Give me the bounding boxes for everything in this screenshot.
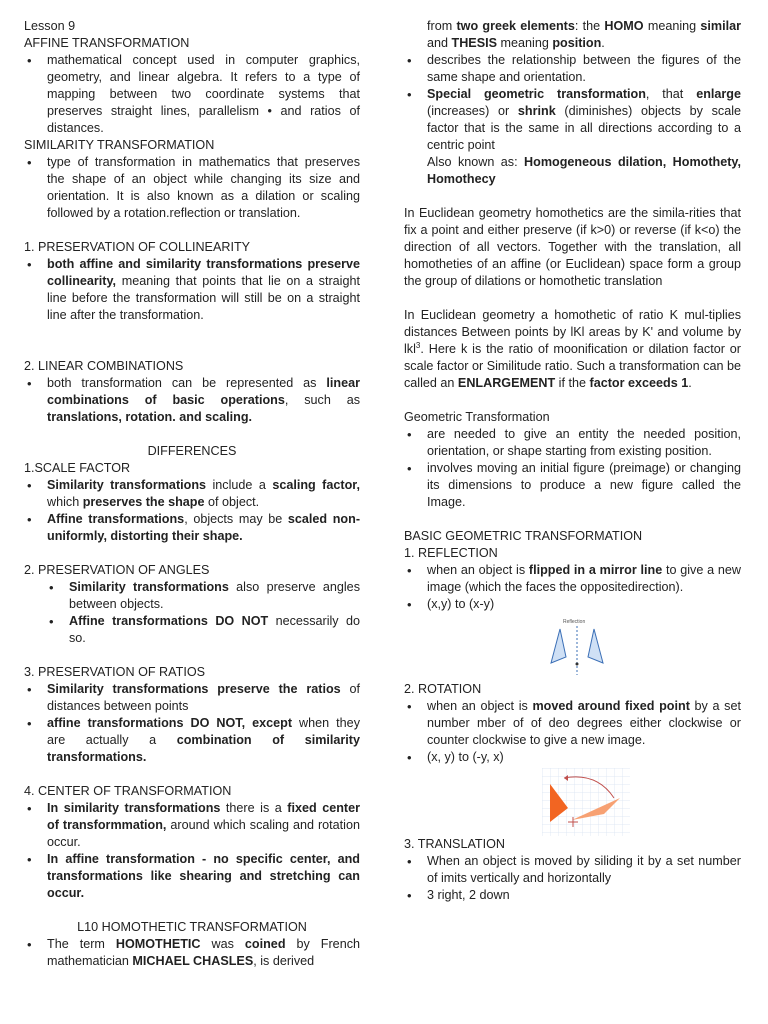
center-list (24, 800, 360, 902)
ang2-text: necessarily do so. (69, 614, 360, 645)
linear-combinations-heading: 2. LINEAR COMBINATIONS (24, 359, 184, 373)
rotation-figure (404, 766, 741, 836)
translation-heading: 3. TRANSLATION (404, 837, 506, 851)
scale-factor-list (24, 477, 360, 545)
similarity-definition: • type of transformation in mathematics that preserves the shape of an object while changing its size and orientation. It is also known as a dilation or scaling followed by a rotation.reflection or translation. (24, 154, 360, 222)
ctr1-bold-1: In similarity transformations (47, 801, 221, 815)
collinearity-list (24, 256, 360, 324)
angles-item-2 (46, 613, 360, 647)
geometric-item-1: • are needed to give an entity the needed position, orientation, or shape starting from existing position. (404, 426, 741, 460)
aka-text: Also known as: (427, 155, 525, 169)
h2-bold-3: shrink (517, 104, 556, 118)
affine-definition: • mathematical concept used in computer graphics, geometry, and linear algebra. It refers to a type of mapping between two coordinate systems that preserves straight lines, parallelism • and ratios of distances. (24, 52, 360, 137)
h2-bold-1: Special geometric transformation (427, 87, 646, 101)
lesson-label: Lesson 9 (24, 19, 76, 33)
homothetic-continuation (404, 18, 741, 52)
ratios-list (24, 681, 360, 766)
rotation-list (404, 698, 741, 766)
geometric-item-2: • involves moving an initial figure (preimage) or changing its dimensions to produce a new figure called the Image. (404, 460, 741, 511)
preimage-triangle (551, 629, 566, 663)
reflection-caption: Reflection (563, 619, 586, 625)
angles-heading: 2. PRESERVATION OF ANGLES (24, 563, 210, 577)
center-heading: 4. CENTER OF TRANSFORMATION (24, 784, 232, 798)
l10-bold-1: HOMOTHETIC (115, 937, 201, 951)
rat1-text: of distances between points (47, 682, 360, 713)
cont-bold-2: HOMO (604, 19, 644, 33)
cont-text-6: . (601, 36, 605, 50)
cont-text-4: and (427, 36, 452, 50)
ctr1-text-2: around which scaling and rotation occur. (47, 818, 360, 849)
geometric-list (404, 426, 741, 511)
lc-text-1: both transformation can be represented as (47, 376, 327, 390)
p2-text-c: if the (555, 376, 590, 390)
ref-bold: flipped in a mirror line (528, 563, 663, 577)
p2-text-b: . Here k is the ratio of moonification or dilation factor or scale factor or Similitude ratio. Such a transformation can be called an (404, 342, 741, 390)
l10-bold-2: coined (244, 937, 286, 951)
angles-list (24, 579, 360, 647)
reflection-item-2: • (x,y) to (x-y) (404, 596, 741, 613)
cont-bold-1: two greek elements (456, 19, 575, 33)
differences-heading: DIFFERENCES (147, 444, 237, 458)
affine-list (24, 52, 360, 137)
sf2-bold-2: scaled non-uniformly, distorting their shape. (47, 512, 361, 543)
rat1-bold: Similarity transformations preserve the ratios (47, 682, 341, 696)
affine-heading: AFFINE TRANSFORMATION (24, 36, 190, 50)
scale-factor-item-2 (24, 511, 360, 545)
reflection-list (404, 562, 741, 613)
collinearity-heading: 1. PRESERVATION OF COLLINEARITY (24, 240, 251, 254)
reflection-diagram (538, 615, 618, 679)
collinearity-item (24, 256, 360, 324)
euclid-paragraph-2 (404, 307, 741, 392)
ratios-heading: 3. PRESERVATION OF RATIOS (24, 665, 206, 679)
rot-bold: moved around fixed point (532, 699, 690, 713)
reflection-item-1 (404, 562, 741, 596)
rotation-diagram (542, 768, 630, 836)
cont-bold-4: THESIS (451, 36, 498, 50)
translation-item-1: • When an object is moved by siliding it by a set number of imits vertically and horizontally (404, 853, 741, 887)
sf2-text-1: , objects may be (184, 512, 288, 526)
rotation-heading: 2. ROTATION (404, 682, 482, 696)
ctr1-bold-2: fixed center of transformmation, (47, 801, 360, 832)
p2-bold-1: ENLARGEMENT (457, 376, 556, 390)
l10-bold-3: MICHAEL CHASLES (132, 954, 254, 968)
p2-text-a: In Euclidean geometry a homothetic of ratio K mul-tiplies distances Between points by lKl areas by K' and volume by lkl (404, 308, 741, 356)
similarity-heading: SIMILARITY TRANSFORMATION (24, 138, 215, 152)
mirror-point (576, 663, 579, 666)
l10-item (24, 936, 360, 970)
linear-combinations-item (24, 375, 360, 426)
collinearity-bold: both affine and similarity transformations preserve collinearity, (47, 257, 360, 288)
l10-heading: L10 HOMOTHETIC TRANSFORMATION (77, 920, 307, 934)
cont-text-3: meaning (643, 19, 701, 33)
h2-text-2: (increases) or (427, 104, 518, 118)
left-column (24, 18, 360, 970)
scale-factor-item-1 (24, 477, 360, 511)
similarity-list (24, 154, 360, 222)
lc-bold-2: translations, rotation. and scaling. (47, 410, 253, 424)
l10-text-1: The term (47, 937, 116, 951)
ctr1-text-1: there is a (220, 801, 288, 815)
p2-bold-2: factor exceeds 1 (589, 376, 689, 390)
right-column (404, 18, 741, 904)
cont-text-5: meaning (497, 36, 553, 50)
sf2-bold-1: Affine transformations (47, 512, 185, 526)
ref-text-1: when an object is (427, 563, 529, 577)
image-triangle (588, 629, 603, 663)
lc-text-2: , such as (284, 393, 360, 407)
h2-bold-2: enlarge (696, 87, 741, 101)
h2-text-3: (diminishes) objects by scale factor that is the same in all directions according to a centric point (427, 104, 742, 152)
ang1-text: also preserve angles between objects. (69, 580, 360, 611)
linear-combinations-list (24, 375, 360, 426)
ref-text-2: to give a new image (which the faces the oppositedirection). (427, 563, 741, 594)
lc-bold-1: linear combinations of basic operations (47, 376, 360, 407)
cont-text-2: : the (574, 19, 605, 33)
aka-bold: Homogeneous dilation, Homothety, Homothecy (427, 155, 742, 186)
euclid-paragraph-1: In Euclidean geometry homothetics are the simila-rities that fix a point and either preserve (if k>0) or reverse (if k<o) the direction of all vectors. Together with the translation, all homotheties of an affine (or Euclidean) space form a group the group of dilations or homothetic translation (404, 206, 741, 288)
p2-superscript: 3 (415, 340, 421, 350)
reflection-figure (404, 613, 741, 681)
rot-text-1: when an object is (427, 699, 533, 713)
rotation-item-1 (404, 698, 741, 749)
also-known-as (404, 154, 741, 188)
cont-bold-3: similar (700, 19, 742, 33)
rat2-bold-1: affine transformations DO NOT, except (47, 716, 293, 730)
l10-text-2: was (200, 937, 245, 951)
ctr2-bold: In affine transformation - no specific center, and transformations like shearing and stretching can occur. (47, 852, 360, 900)
geometric-transformation-heading: Geometric Transformation (404, 410, 550, 424)
h2-text-1: , that (645, 87, 697, 101)
collinearity-text: meaning that points that lie on a straight line before the transformation will still be on a straight line after the transformation. (47, 274, 360, 322)
sf1-text-2: which (47, 495, 83, 509)
sf1-text-1: include a (206, 478, 273, 492)
ang1-bold: Similarity transformations (69, 580, 229, 594)
homothetic-item-2 (404, 86, 741, 154)
ang2-bold: Affine transformations DO NOT (69, 614, 269, 628)
translation-list (404, 853, 741, 904)
reflection-heading: 1. REFLECTION (404, 546, 498, 560)
homothetic-item-1: • describes the relationship between the figures of the same shape and orientation. (404, 52, 741, 86)
ratios-item-2 (24, 715, 360, 766)
l10-text-3: by French mathematician (47, 937, 360, 968)
rat2-bold-2: combination of similarity transformations. (47, 733, 360, 764)
cont-text-1: from (427, 19, 457, 33)
rat2-text: when they are actually a (47, 716, 360, 747)
scale-factor-heading: 1.SCALE FACTOR (24, 461, 131, 475)
center-item-1 (24, 800, 360, 851)
l10-list (24, 936, 360, 970)
center-item-2 (24, 851, 360, 902)
homothetic-list (404, 52, 741, 154)
sf1-bold-3: preserves the shape (82, 495, 205, 509)
l10-text-4: , is derived (253, 954, 315, 968)
basic-transformation-heading: BASIC GEOMETRIC TRANSFORMATION (404, 529, 643, 543)
translation-item-2: • 3 right, 2 down (404, 887, 741, 904)
cont-bold-5: position (552, 36, 602, 50)
rot-text-2: by a set number mber of of deo degrees either clockwise or counter clockwise to give a new image. (427, 699, 741, 747)
ratios-item-1 (24, 681, 360, 715)
p2-text-d: . (688, 376, 692, 390)
rotation-item-2: • (x, y) to (-y, x) (404, 749, 741, 766)
sf1-bold-1: Similarity transformations (47, 478, 207, 492)
angles-item-1 (46, 579, 360, 613)
sf1-text-3: of object. (204, 495, 260, 509)
sf1-bold-2: scaling factor, (272, 478, 360, 492)
